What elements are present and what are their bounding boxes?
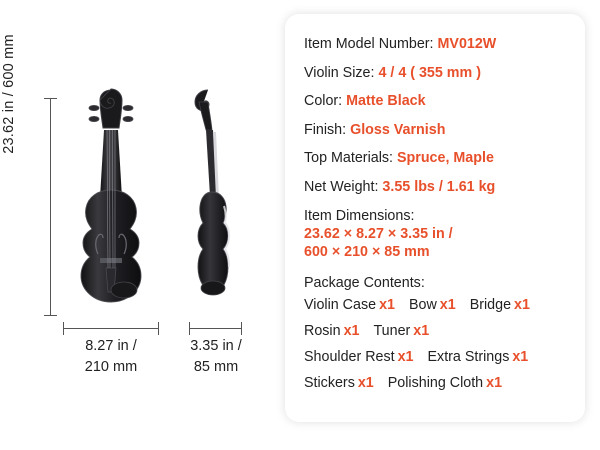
package-item-name: Extra Strings: [427, 349, 510, 365]
spec-row-color: [304, 93, 569, 110]
item-dimensions-block: [304, 207, 569, 261]
package-contents-title: Package Contents:: [304, 275, 425, 291]
item-dimensions-label: Item Dimensions:: [304, 208, 415, 224]
spec-value: Matte Black: [346, 93, 426, 109]
side-width-label: [172, 336, 260, 378]
spec-label: Net Weight:: [304, 178, 379, 195]
dimension-line-horizontal: [189, 328, 242, 329]
package-item-name: Rosin: [304, 323, 341, 339]
package-item-qty: x1: [439, 297, 456, 313]
item-dimensions-value-imperial: 23.62 × 8.27 × 3.35 in /: [304, 226, 453, 242]
dimension-cap-right: [241, 322, 242, 335]
package-item-qty: x1: [512, 349, 529, 365]
package-item-name: Violin Case: [304, 297, 377, 313]
package-item-name: Polishing Cloth: [387, 375, 484, 391]
spec-row-top-materials: [304, 150, 569, 167]
package-contents-line: [304, 323, 569, 340]
item-dimensions-value-metric: 600 × 210 × 85 mm: [304, 244, 430, 260]
side-width-label-line1: 3.35 in /: [190, 338, 242, 354]
spec-value: Gloss Varnish: [350, 121, 446, 138]
specification-card: [285, 14, 585, 422]
spec-value: 4 / 4 ( 355 mm ): [378, 64, 481, 81]
spec-value: Spruce, Maple: [396, 150, 494, 166]
package-item-qty: x1: [514, 297, 530, 313]
spec-label: Violin Size:: [304, 64, 375, 81]
front-width-label-line2: 210 mm: [84, 359, 138, 375]
package-item-qty: x1: [397, 349, 414, 365]
violin-side-view-image: [186, 86, 246, 318]
package-item-name: Shoulder Rest: [304, 349, 395, 365]
package-contents-line: [304, 375, 569, 392]
dimension-line-vertical: [50, 98, 51, 316]
dimension-cap-bottom: [44, 315, 57, 316]
front-width-dimension-line: [63, 322, 159, 335]
front-width-label-line1: 8.27 in /: [85, 338, 137, 354]
dimension-line-horizontal: [63, 328, 159, 329]
spec-row-model-number: [304, 36, 569, 53]
side-width-label-line2: 85 mm: [193, 359, 239, 375]
spec-row-finish: [304, 122, 569, 139]
spec-label: Top Materials:: [304, 150, 393, 166]
height-dimension-label: 23.62 in / 600 mm: [1, 34, 17, 154]
height-dimension-line: [44, 98, 58, 316]
spec-label: Item Model Number:: [304, 36, 434, 52]
package-item-name: Stickers: [304, 375, 355, 391]
package-contents-line: [304, 297, 569, 314]
package-item-qty: x1: [486, 375, 503, 391]
product-illustration-pane: [0, 0, 285, 450]
package-item-qty: x1: [357, 375, 374, 391]
package-item-qty: x1: [413, 323, 430, 339]
package-item-name: Bow: [408, 297, 437, 313]
spec-value: 3.55 lbs / 1.61 kg: [382, 178, 496, 195]
front-width-label: [50, 336, 172, 378]
package-item-name: Bridge: [469, 297, 512, 313]
package-contents-line: [304, 349, 569, 366]
spec-label: Color:: [304, 93, 343, 109]
spec-label: Finish:: [304, 121, 347, 138]
package-item-qty: x1: [379, 297, 395, 313]
spec-row-net-weight: [304, 179, 569, 196]
dimension-cap-right: [158, 322, 159, 335]
package-item-qty: x1: [343, 323, 360, 339]
violin-front-view-image: [62, 86, 160, 318]
spec-row-violin-size: [304, 65, 569, 82]
side-width-dimension-line: [189, 322, 242, 335]
package-item-name: Tuner: [373, 323, 411, 339]
spec-value: MV012W: [437, 36, 497, 52]
